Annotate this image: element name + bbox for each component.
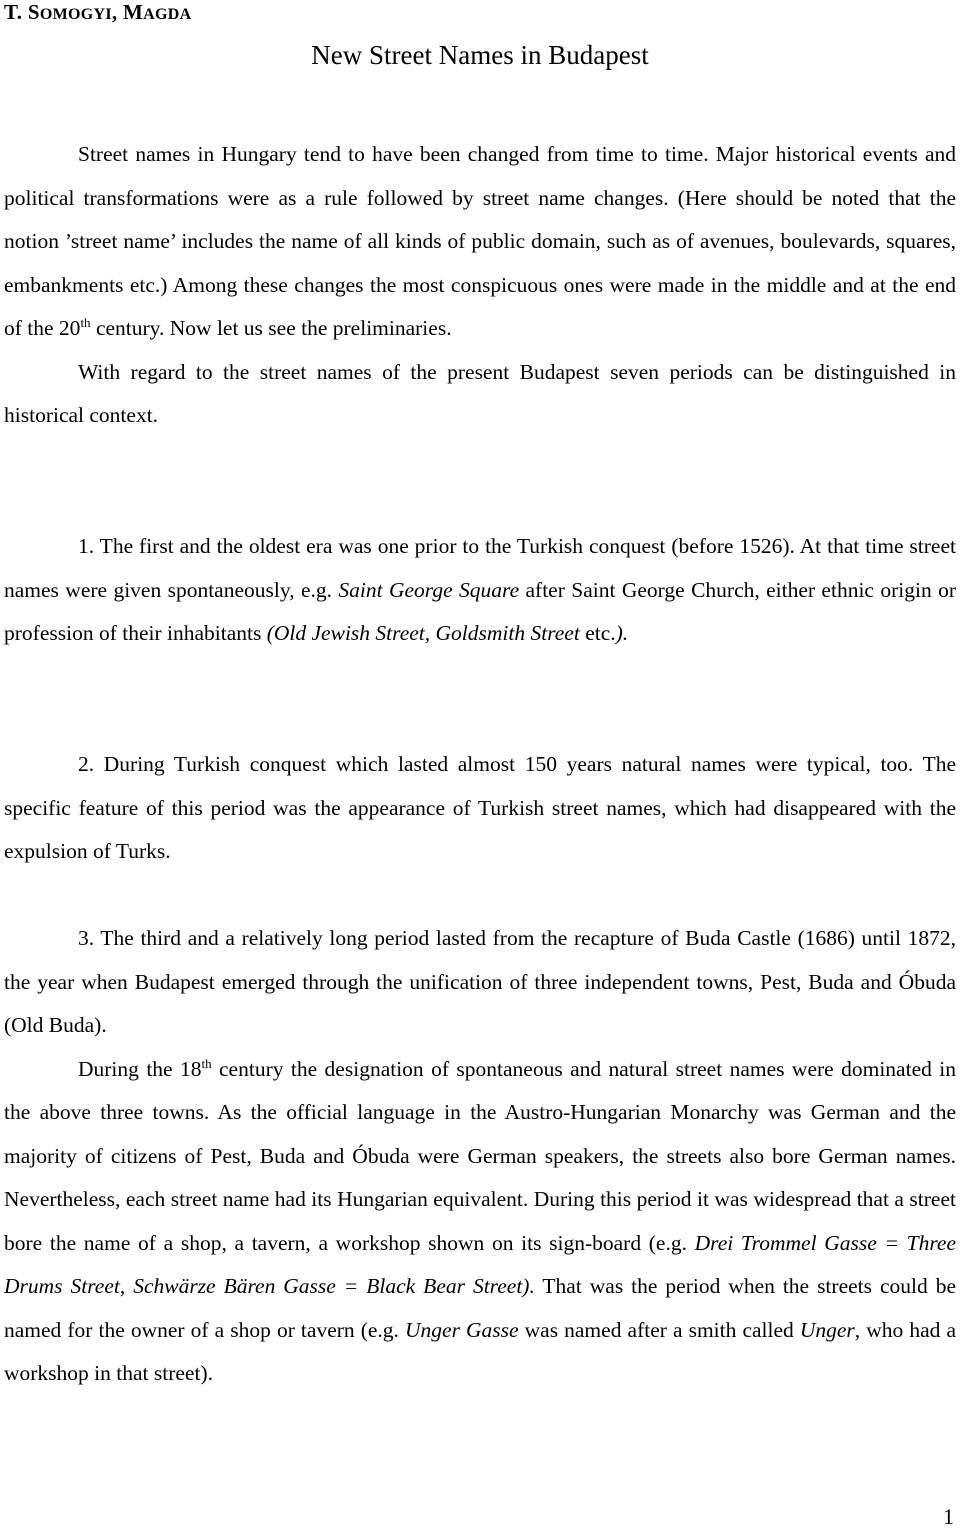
document-title: New Street Names in Budapest xyxy=(311,40,649,70)
periods-text: With regard to the street names of the present Budapest seven periods can be distinguished in historical context. xyxy=(4,359,956,427)
author-last-rest: AGDA xyxy=(143,6,192,23)
author-separator: , xyxy=(111,0,123,24)
paragraph-period-3 xyxy=(4,917,956,1396)
period-3-text: 3. The third and a relatively long period lasted from the recapture of Buda Castle (1686) until 1872, the year when Budapest emerged through the unification of three independent towns, Pest, Buda and Óbuda (Old Buda). xyxy=(4,926,956,1037)
italic-term: ). xyxy=(615,621,629,645)
italic-term: (Old Jewish Street, Goldsmith Street xyxy=(266,621,580,645)
paragraph-period-1 xyxy=(4,525,956,656)
author-first-cap: S xyxy=(27,0,40,24)
superscript: th xyxy=(80,314,91,330)
author-name xyxy=(4,0,191,25)
italic-term: Unger xyxy=(799,1317,855,1342)
period-3-detail-cont: was named after a smith called xyxy=(518,1317,800,1342)
period-1-text: 1. The first and the oldest era was one prior to the Turkish conquest (before 1526). At that time street names were given spontaneously, e.g. xyxy=(4,534,956,602)
period-2-text: 2. During Turkish conquest which lasted almost 150 years natural names were typical, too. The specific feature of this period was the appearance of Turkish street names, which had disappeared with the expulsion of Turks. xyxy=(4,752,956,863)
italic-term: Unger Gasse xyxy=(405,1317,519,1342)
period-3-detail-cont: That was the period when the streets could be named for the owner of a shop or tavern (e.g. xyxy=(4,1274,956,1342)
author-initial: T. xyxy=(4,0,28,24)
italic-term: Drei Trommel Gasse = Three Drums Street, Schwärze Bären Gasse = Black Bear Street). xyxy=(4,1230,956,1298)
period-3-detail: During the 18 xyxy=(78,1056,202,1081)
author-first-rest: OMOGYI xyxy=(39,6,112,23)
page-number: 1 xyxy=(943,1504,954,1529)
italic-term: Saint George Square xyxy=(338,577,520,602)
paragraph-intro xyxy=(4,133,956,438)
intro-text: Street names in Hungary tend to have been changed from time to time. Major historical events and political transformations were as a rule followed by street name changes. (Here should be noted that the notion ’street name’ includes the name of all kinds of public domain, such as of avenues, boulevards, squares, embankments etc.) Among these changes the most conspicuous ones were made in the middle and at the end of the 20 xyxy=(4,142,956,340)
period-3-detail-end: , who had a workshop in that street). xyxy=(4,1317,956,1385)
paragraph-period-2 xyxy=(4,743,956,874)
period-1-text-mid: after Saint George Church, either ethnic origin or profession of their inhabitants xyxy=(4,577,956,645)
intro-text-end: century. Now let us see the preliminaries. xyxy=(90,316,452,340)
period-3-detail-cont: century the designation of spontaneous and natural street names were dominated in the above three towns. As the official language in the Austro-Hungarian Monarchy was German and the majority of citizens of Pest, Buda and Óbuda were German speakers, the streets also bore German names. Nevertheless, each street name had its Hungarian equivalent. During this period it was widespread that a street bore the name of a shop, a tavern, a workshop shown on its sign-board (e.g. xyxy=(4,1056,956,1255)
superscript: th xyxy=(201,1055,212,1071)
author-last-cap: M xyxy=(122,0,144,24)
period-1-text-etc: etc. xyxy=(579,621,616,645)
